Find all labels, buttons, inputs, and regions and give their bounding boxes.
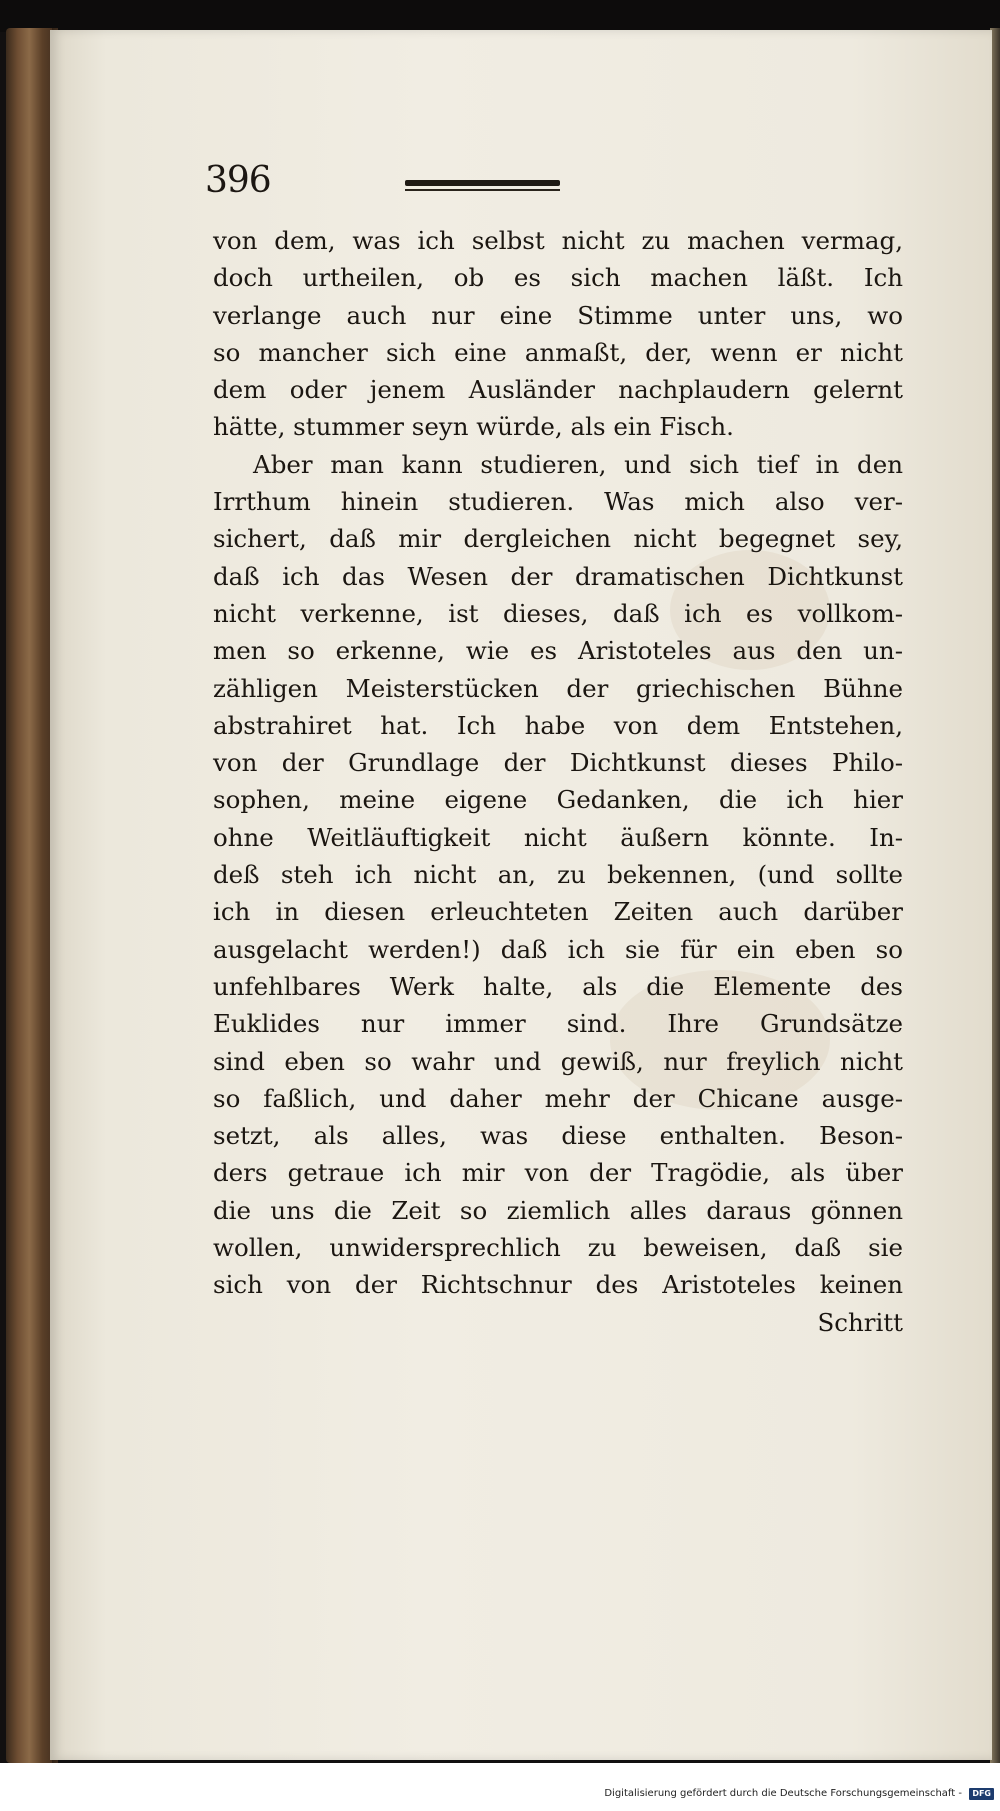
text-line: deß steh ich nicht an, zu bekennen, (und sollte [213,860,903,890]
text-line: men so erkenne, wie es Aristoteles aus den un- [213,636,903,666]
header-rule-thin [405,189,560,191]
text-line: zähligen Meisterstücken der griechischen Bühne [213,673,903,703]
text-line: abstrahiret hat. Ich habe von dem Entstehen, [213,710,903,740]
text-line: unfehlbares Werk halte, als die Elemente des [213,971,903,1001]
text-line: ohne Weitläuftigkeit nicht äußern könnte. In- [213,822,903,852]
page-header [205,160,905,220]
text-line: von dem, was ich selbst nicht zu machen vermag, [213,226,903,255]
digitization-credit: Digitalisierung gefördert durch die Deutsche Forschungsgemeinschaft - [604,1788,962,1799]
dfg-logo-badge: DFG [969,1788,994,1800]
text-line: nicht verkenne, ist dieses, daß ich es vollkom- [213,598,903,628]
text-line: ausgelacht werden!) daß ich sie für ein eben so [213,934,903,964]
text-line: sichert, daß mir dergleichen nicht begegnet sey, [213,524,903,554]
text-line: setzt, als alles, was diese enthalten. Beson- [213,1121,903,1151]
text-line: doch urtheilen, ob es sich machen läßt. Ich [213,263,903,293]
text-line: hätte, stummer seyn würde, als ein Fisch. [213,412,734,442]
text-line: sich von der Richtschnur des Aristoteles keinen [213,1270,903,1300]
header-ornament-rule [405,180,560,192]
text-line: Aber man kann studieren, und sich tief in den [253,449,903,479]
text-line: sind eben so wahr und gewiß, nur freylich nicht [213,1046,903,1076]
text-line: die uns die Zeit so ziemlich alles daraus gönnen [213,1195,903,1225]
text-line: wollen, unwidersprechlich zu beweisen, daß sie [213,1233,903,1263]
text-line: Irrthum hinein studieren. Was mich also ver- [213,487,903,517]
text-line: ich in diesen erleuchteten Zeiten auch darüber [213,897,903,927]
body-text [213,222,903,1341]
text-line: Euklides nur immer sind. Ihre Grundsätze [213,1009,903,1039]
text-line: daß ich das Wesen der dramatischen Dichtkunst [213,561,903,591]
text-line: so faßlich, und daher mehr der Chicane ausge- [213,1083,903,1113]
text-line: dem oder jenem Ausländer nachplaudern gelernt [213,375,903,405]
text-line: ders getraue ich mir von der Tragödie, als über [213,1158,903,1188]
text-line: von der Grundlage der Dichtkunst dieses Philo- [213,748,903,778]
text-line: verlange auch nur eine Stimme unter uns, wo [213,300,903,330]
footer-bar [0,1763,1000,1811]
page-number: 396 [205,160,271,201]
text-line: so mancher sich eine anmaßt, der, wenn er nicht [213,337,903,367]
scan-background [0,0,1000,32]
catchword: Schritt [817,1307,903,1337]
text-line: sophen, meine eigene Gedanken, die ich hier [213,785,903,815]
header-rule-thick [405,180,560,186]
